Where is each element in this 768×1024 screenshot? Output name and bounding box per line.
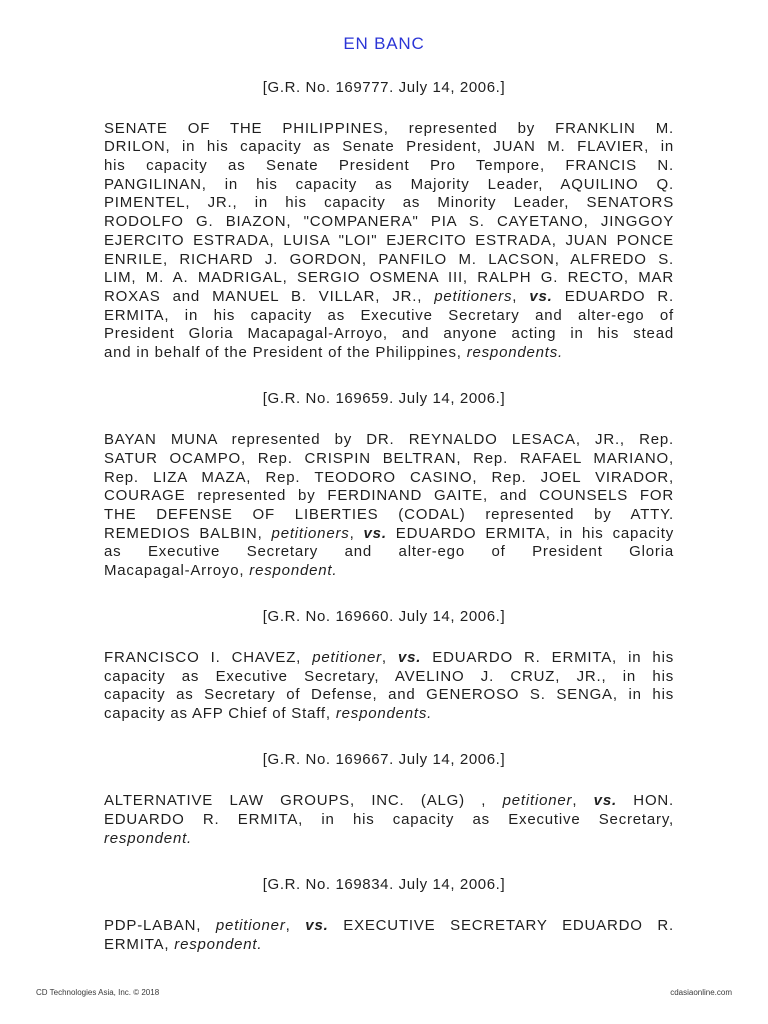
case-caption bbox=[104, 792, 674, 848]
caption-text: , bbox=[349, 524, 364, 542]
party-designation: petitioner bbox=[312, 649, 382, 667]
caption-line bbox=[104, 506, 674, 525]
gr-number: [G.R. No. 169834. July 14, 2006.] bbox=[262, 875, 506, 893]
caption-line bbox=[104, 307, 674, 326]
caption-line bbox=[104, 138, 674, 157]
caption-line bbox=[104, 811, 674, 830]
caption-text: BAYAN MUNA represented by DR. REYNALDO LESACA, JR., Rep. bbox=[104, 431, 674, 449]
case-entry bbox=[0, 751, 768, 848]
caption-text: , bbox=[285, 916, 306, 934]
caption-text: THE DEFENSE OF LIBERTIES (CODAL) represented by ATTY. bbox=[104, 505, 674, 523]
caption-line bbox=[104, 705, 674, 724]
footer-website: cdasiaonline.com bbox=[670, 988, 732, 997]
caption-line bbox=[104, 792, 674, 811]
caption-text: HON. bbox=[616, 792, 674, 810]
case-entry bbox=[0, 876, 768, 954]
caption-line bbox=[104, 251, 674, 270]
caption-text: Macapagal-Arroyo, bbox=[104, 561, 250, 579]
case-entry bbox=[0, 608, 768, 724]
caption-text: PDP-LABAN, bbox=[104, 916, 216, 934]
footer-copyright: CD Technologies Asia, Inc. © 2018 bbox=[36, 988, 160, 997]
caption-line bbox=[104, 450, 674, 469]
case-caption bbox=[104, 917, 674, 954]
caption-text: PANGILINAN, in his capacity as Majority Leader, AQUILINO Q. bbox=[104, 175, 674, 193]
versus-marker: vs. bbox=[529, 287, 553, 305]
caption-text: capacity as Executive Secretary, AVELINO J. CRUZ, JR., in his bbox=[104, 667, 674, 685]
caption-text: LIM, M. A. MADRIGAL, SERGIO OSMENA III, RALPH G. RECTO, MAR bbox=[104, 269, 674, 287]
caption-text: his capacity as Senate President Pro Tempore, FRANCIS N. bbox=[104, 157, 674, 175]
gr-number: [G.R. No. 169660. July 14, 2006.] bbox=[262, 608, 506, 626]
caption-line bbox=[104, 120, 674, 139]
case-caption bbox=[104, 120, 674, 363]
caption-line bbox=[104, 325, 674, 344]
versus-marker: vs. bbox=[305, 916, 329, 934]
caption-text: EDUARDO R. ERMITA, in his bbox=[421, 649, 674, 667]
case-entry bbox=[0, 390, 768, 581]
caption-line bbox=[104, 344, 674, 363]
party-designation: respondent. bbox=[174, 935, 263, 953]
versus-marker: vs. bbox=[363, 524, 387, 542]
case-captions bbox=[0, 79, 768, 955]
caption-text: SENATE OF THE PHILIPPINES, represented by FRANKLIN M. bbox=[104, 119, 674, 137]
caption-text: , bbox=[512, 287, 530, 305]
caption-text: ROXAS and MANUEL B. VILLAR, JR., bbox=[104, 287, 435, 305]
caption-text: EDUARDO R. ERMITA, in his capacity as Executive Secretary, bbox=[104, 811, 674, 828]
caption-text: capacity as Secretary of Defense, and GENEROSO S. SENGA, in his bbox=[104, 686, 674, 704]
case-caption bbox=[104, 431, 674, 581]
caption-text: ERMITA, bbox=[104, 935, 175, 953]
caption-text: , bbox=[381, 649, 398, 667]
caption-text: EDUARDO ERMITA, in his capacity bbox=[386, 524, 674, 542]
caption-text: EJERCITO ESTRADA, LUISA "LOI" EJERCITO ESTRADA, JUAN PONCE bbox=[104, 231, 674, 249]
caption-line bbox=[104, 176, 674, 195]
caption-line bbox=[104, 543, 674, 562]
caption-text: DRILON, in his capacity as Senate President, JUAN M. FLAVIER, in bbox=[104, 138, 674, 156]
party-designation: respondent. bbox=[249, 561, 338, 579]
caption-line bbox=[104, 668, 674, 687]
caption-text: capacity as AFP Chief of Staff, bbox=[104, 705, 336, 723]
caption-line bbox=[104, 917, 674, 936]
versus-marker: vs. bbox=[593, 792, 617, 810]
gr-number: [G.R. No. 169777. July 14, 2006.] bbox=[262, 78, 506, 96]
caption-text: COURAGE represented by FERDINAND GAITE, and COUNSELS FOR bbox=[104, 487, 674, 505]
caption-text: RODOLFO G. BIAZON, "COMPANERA" PIA S. CAYETANO, JINGGOY bbox=[104, 213, 674, 231]
caption-text: and in behalf of the President of the Philippines, bbox=[104, 343, 467, 361]
party-designation: petitioners bbox=[271, 524, 350, 542]
caption-line bbox=[104, 288, 674, 307]
case-caption bbox=[104, 649, 674, 724]
caption-line bbox=[104, 157, 674, 176]
caption-line bbox=[104, 562, 674, 581]
caption-text: EDUARDO R. bbox=[552, 287, 674, 305]
caption-text: Rep. LIZA MAZA, Rep. TEODORO CASINO, Rep. JOEL VIRADOR, bbox=[104, 468, 674, 486]
versus-marker: vs. bbox=[397, 649, 422, 667]
party-designation: petitioner bbox=[215, 916, 286, 934]
caption-line bbox=[104, 830, 674, 849]
caption-text: President Gloria Macapagal-Arroyo, and anyone acting in his stead bbox=[104, 325, 674, 343]
party-designation: respondents. bbox=[466, 343, 564, 361]
case-entry bbox=[0, 79, 768, 363]
caption-text: SATUR OCAMPO, Rep. CRISPIN BELTRAN, Rep. RAFAEL MARIANO, bbox=[104, 449, 674, 467]
party-designation: respondent. bbox=[104, 829, 193, 847]
caption-line bbox=[104, 431, 674, 450]
caption-line bbox=[104, 936, 674, 955]
caption-text: REMEDIOS BALBIN, bbox=[104, 524, 272, 542]
caption-line bbox=[104, 469, 674, 488]
caption-text: FRANCISCO I. CHAVEZ, bbox=[104, 649, 313, 667]
caption-line bbox=[104, 525, 674, 544]
party-designation: petitioners bbox=[434, 287, 513, 305]
gr-number: [G.R. No. 169667. July 14, 2006.] bbox=[262, 751, 506, 769]
caption-text: EXECUTIVE SECRETARY EDUARDO R. bbox=[328, 916, 674, 934]
caption-line bbox=[104, 649, 674, 668]
gr-number: [G.R. No. 169659. July 14, 2006.] bbox=[262, 390, 506, 408]
caption-text: , bbox=[572, 792, 594, 810]
caption-line bbox=[104, 487, 674, 506]
caption-text: as Executive Secretary and alter-ego of President Gloria bbox=[104, 543, 674, 561]
court-division-heading: EN BANC bbox=[343, 34, 425, 53]
party-designation: respondents. bbox=[335, 705, 433, 723]
caption-text: PIMENTEL, JR., in his capacity as Minority Leader, SENATORS bbox=[104, 194, 674, 212]
caption-line bbox=[104, 686, 674, 705]
caption-text: ERMITA, in his capacity as Executive Secretary and alter-ego of bbox=[104, 306, 674, 324]
caption-line bbox=[104, 194, 674, 213]
caption-line bbox=[104, 232, 674, 251]
caption-text: ALTERNATIVE LAW GROUPS, INC. (ALG) , bbox=[104, 792, 503, 810]
party-designation: petitioner bbox=[502, 792, 573, 810]
caption-line bbox=[104, 213, 674, 232]
caption-line bbox=[104, 269, 674, 288]
caption-text: ENRILE, RICHARD J. GORDON, PANFILO M. LACSON, ALFREDO S. bbox=[104, 250, 674, 268]
